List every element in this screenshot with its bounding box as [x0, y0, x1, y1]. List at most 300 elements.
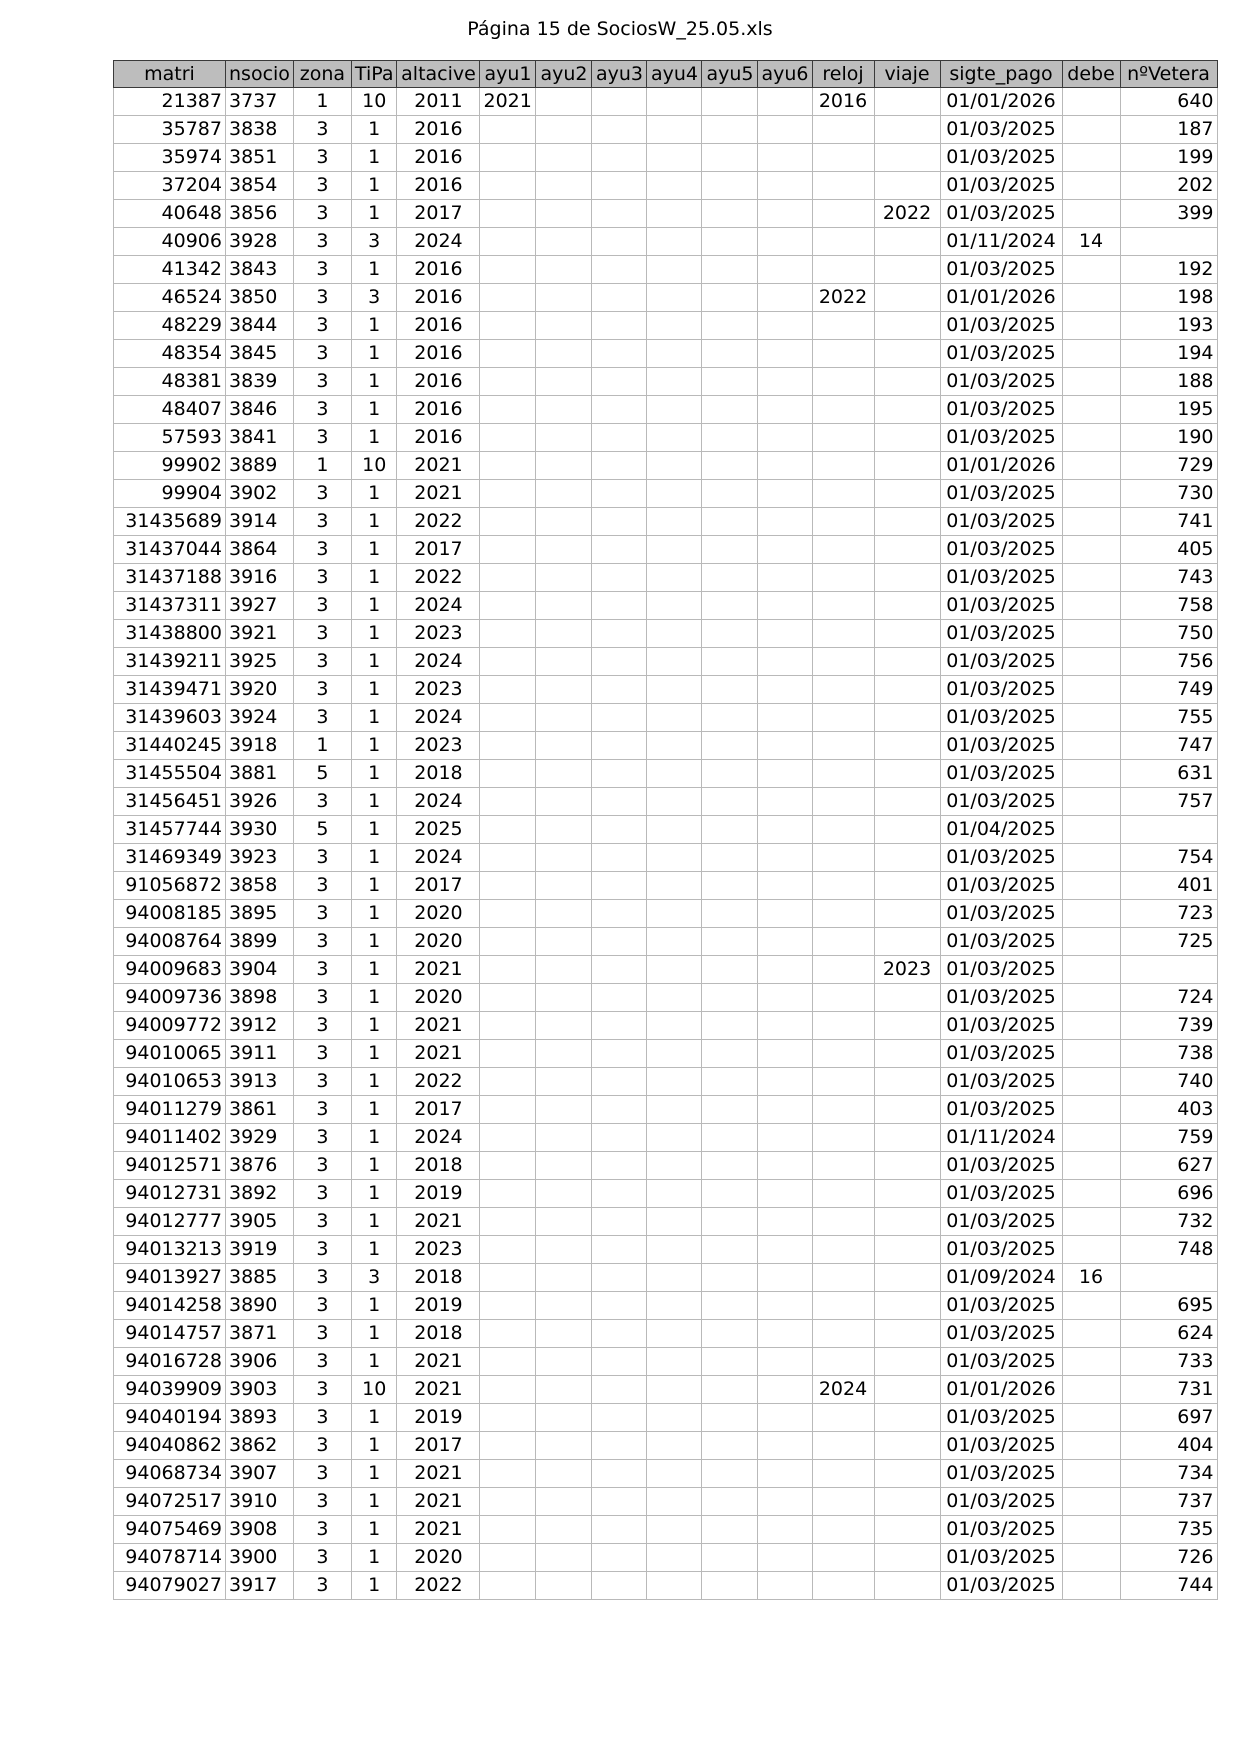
table-cell [592, 1404, 647, 1432]
table-cell [592, 704, 647, 732]
table-cell: 2018 [397, 1152, 480, 1180]
table-cell [758, 1236, 812, 1264]
table-cell: 750 [1120, 620, 1217, 648]
column-header: ayu1 [480, 61, 536, 88]
table-cell [812, 144, 874, 172]
table-cell: 01/01/2026 [940, 1376, 1062, 1404]
table-cell [874, 368, 940, 396]
table-cell [647, 1152, 702, 1180]
table-cell: 3 [293, 536, 351, 564]
table-cell: 2022 [874, 200, 940, 228]
table-cell [702, 284, 758, 312]
table-cell: 3845 [226, 340, 294, 368]
table-cell: 01/03/2025 [940, 172, 1062, 200]
table-cell: 94013213 [114, 1236, 226, 1264]
table-cell [702, 116, 758, 144]
table-cell: 1 [351, 704, 397, 732]
table-cell: 3 [293, 256, 351, 284]
table-cell [480, 732, 536, 760]
table-cell [758, 508, 812, 536]
table-cell: 3 [293, 1460, 351, 1488]
table-cell: 202 [1120, 172, 1217, 200]
table-cell [480, 396, 536, 424]
table-cell [812, 1264, 874, 1292]
column-header: ayu4 [647, 61, 702, 88]
table-cell [812, 788, 874, 816]
table-cell: 3 [293, 1432, 351, 1460]
table-cell: 1 [351, 1012, 397, 1040]
table-cell: 1 [351, 340, 397, 368]
table-cell [647, 788, 702, 816]
table-cell: 2016 [397, 312, 480, 340]
table-cell: 3 [293, 172, 351, 200]
table-cell: 737 [1120, 1488, 1217, 1516]
table-cell [702, 1012, 758, 1040]
table-cell [812, 1516, 874, 1544]
table-cell: 48407 [114, 396, 226, 424]
table-cell [480, 844, 536, 872]
table-cell: 46524 [114, 284, 226, 312]
table-cell [812, 1096, 874, 1124]
table-cell [647, 284, 702, 312]
table-cell: 1 [351, 1096, 397, 1124]
table-cell: 1 [351, 396, 397, 424]
table-cell [874, 1320, 940, 1348]
table-cell [874, 1208, 940, 1236]
table-cell: 1 [351, 1572, 397, 1600]
table-cell [647, 1040, 702, 1068]
table-row [114, 1292, 1218, 1320]
table-cell: 1 [351, 368, 397, 396]
table-cell [647, 88, 702, 116]
table-cell: 1 [351, 144, 397, 172]
table-cell: 3 [293, 396, 351, 424]
table-cell [536, 816, 592, 844]
table-cell [480, 116, 536, 144]
table-cell: 01/03/2025 [940, 1068, 1062, 1096]
table-cell: 48381 [114, 368, 226, 396]
table-cell: 1 [351, 1040, 397, 1068]
table-cell: 188 [1120, 368, 1217, 396]
table-cell [536, 1572, 592, 1600]
table-cell: 01/03/2025 [940, 928, 1062, 956]
table-cell [647, 480, 702, 508]
table-cell: 741 [1120, 508, 1217, 536]
table-cell [592, 676, 647, 704]
table-row [114, 1572, 1218, 1600]
table-cell [592, 1348, 647, 1376]
table-cell [874, 788, 940, 816]
table-row [114, 760, 1218, 788]
table-cell: 2019 [397, 1180, 480, 1208]
table-cell: 3 [293, 508, 351, 536]
table-row [114, 1488, 1218, 1516]
table-cell [536, 1320, 592, 1348]
table-cell [758, 1460, 812, 1488]
table-cell: 1 [351, 1236, 397, 1264]
table-cell [647, 1096, 702, 1124]
table-cell: 3905 [226, 1208, 294, 1236]
table-cell [592, 1572, 647, 1600]
table-cell: 3 [351, 1264, 397, 1292]
table-cell [812, 368, 874, 396]
table-cell: 744 [1120, 1572, 1217, 1600]
table-cell: 697 [1120, 1404, 1217, 1432]
table-cell [480, 788, 536, 816]
table-cell [647, 1348, 702, 1376]
table-cell [480, 1152, 536, 1180]
table-cell [874, 284, 940, 312]
table-cell [647, 984, 702, 1012]
column-header: ayu6 [758, 61, 812, 88]
table-cell: 3838 [226, 116, 294, 144]
table-cell [758, 1292, 812, 1320]
table-cell [1062, 1460, 1120, 1488]
table-cell: 31437311 [114, 592, 226, 620]
table-cell: 10 [351, 1376, 397, 1404]
table-cell: 3 [293, 704, 351, 732]
table-cell [758, 984, 812, 1012]
table-cell [1062, 1572, 1120, 1600]
table-cell: 2019 [397, 1404, 480, 1432]
table-cell: 01/03/2025 [940, 368, 1062, 396]
table-cell: 734 [1120, 1460, 1217, 1488]
table-cell: 01/03/2025 [940, 536, 1062, 564]
table-cell [812, 928, 874, 956]
table-cell [647, 1180, 702, 1208]
table-row [114, 984, 1218, 1012]
table-cell [874, 620, 940, 648]
table-cell: 624 [1120, 1320, 1217, 1348]
table-cell [592, 1124, 647, 1152]
table-row [114, 1152, 1218, 1180]
table-cell [812, 312, 874, 340]
table-cell: 1 [351, 592, 397, 620]
table-cell: 1 [351, 1348, 397, 1376]
table-row [114, 1432, 1218, 1460]
table-cell [480, 284, 536, 312]
table-cell: 1 [351, 480, 397, 508]
table-cell [874, 312, 940, 340]
table-cell: 404 [1120, 1432, 1217, 1460]
table-cell [647, 1404, 702, 1432]
table-row [114, 1264, 1218, 1292]
table-cell [874, 340, 940, 368]
table-cell [758, 1124, 812, 1152]
table-cell: 94040194 [114, 1404, 226, 1432]
table-cell [874, 1096, 940, 1124]
table-cell: 193 [1120, 312, 1217, 340]
table-cell: 3 [293, 788, 351, 816]
table-cell: 01/11/2024 [940, 228, 1062, 256]
table-cell [480, 1432, 536, 1460]
table-cell: 3 [293, 340, 351, 368]
table-cell [758, 1264, 812, 1292]
table-cell [1062, 872, 1120, 900]
table-cell [647, 1012, 702, 1040]
table-cell: 94014757 [114, 1320, 226, 1348]
table-cell: 2021 [397, 1208, 480, 1236]
table-cell [874, 256, 940, 284]
table-cell [758, 956, 812, 984]
table-cell: 2024 [397, 788, 480, 816]
table-cell [758, 620, 812, 648]
table-cell: 3920 [226, 676, 294, 704]
table-cell [536, 116, 592, 144]
table-cell: 94078714 [114, 1544, 226, 1572]
table-cell [592, 928, 647, 956]
table-cell: 94009683 [114, 956, 226, 984]
table-cell: 2020 [397, 984, 480, 1012]
table-cell: 2017 [397, 536, 480, 564]
table-cell: 35787 [114, 116, 226, 144]
table-cell [647, 228, 702, 256]
table-cell: 2021 [397, 1348, 480, 1376]
table-cell: 94079027 [114, 1572, 226, 1600]
table-cell [647, 368, 702, 396]
table-cell [758, 424, 812, 452]
table-cell [702, 1320, 758, 1348]
table-cell: 01/03/2025 [940, 116, 1062, 144]
table-cell [480, 760, 536, 788]
table-cell [536, 928, 592, 956]
table-cell: 3 [293, 1320, 351, 1348]
table-cell: 3846 [226, 396, 294, 424]
table-cell: 2021 [397, 452, 480, 480]
table-cell [1062, 116, 1120, 144]
table-cell: 01/11/2024 [940, 1124, 1062, 1152]
table-cell: 41342 [114, 256, 226, 284]
table-cell: 31455504 [114, 760, 226, 788]
table-cell: 2018 [397, 760, 480, 788]
table-cell: 37204 [114, 172, 226, 200]
table-cell [702, 1348, 758, 1376]
table-cell [536, 1488, 592, 1516]
table-cell [812, 1040, 874, 1068]
table-cell: 01/03/2025 [940, 480, 1062, 508]
table-cell [758, 88, 812, 116]
table-cell: 2020 [397, 928, 480, 956]
table-row [114, 452, 1218, 480]
table-cell: 01/03/2025 [940, 676, 1062, 704]
table-cell [536, 480, 592, 508]
table-cell: 730 [1120, 480, 1217, 508]
table-cell [480, 1544, 536, 1572]
table-cell: 01/03/2025 [940, 760, 1062, 788]
table-cell: 3889 [226, 452, 294, 480]
table-row [114, 1124, 1218, 1152]
table-cell [592, 1208, 647, 1236]
table-cell: 1 [351, 648, 397, 676]
table-cell [647, 1292, 702, 1320]
table-cell [812, 564, 874, 592]
table-cell [758, 1348, 812, 1376]
table-cell [536, 564, 592, 592]
table-cell: 1 [293, 732, 351, 760]
table-cell [758, 1040, 812, 1068]
column-header: sigte_pago [940, 61, 1062, 88]
table-cell [702, 844, 758, 872]
table-cell: 3917 [226, 1572, 294, 1600]
table-cell [758, 1572, 812, 1600]
table-cell: 3 [293, 1376, 351, 1404]
table-cell [1062, 1516, 1120, 1544]
table-cell [758, 340, 812, 368]
table-cell [1062, 760, 1120, 788]
table-cell [592, 312, 647, 340]
table-cell: 3854 [226, 172, 294, 200]
table-cell: 3893 [226, 1404, 294, 1432]
table-cell: 01/03/2025 [940, 396, 1062, 424]
table-cell: 2021 [480, 88, 536, 116]
table-cell [702, 704, 758, 732]
table-cell [480, 900, 536, 928]
table-cell [758, 564, 812, 592]
table-cell [812, 1488, 874, 1516]
table-cell [480, 956, 536, 984]
table-cell: 94010653 [114, 1068, 226, 1096]
table-body [114, 88, 1218, 1600]
table-row [114, 648, 1218, 676]
table-cell [812, 1236, 874, 1264]
table-cell: 2023 [397, 1236, 480, 1264]
table-cell [480, 564, 536, 592]
table-cell: 3 [351, 284, 397, 312]
table-cell [647, 116, 702, 144]
table-cell: 724 [1120, 984, 1217, 1012]
header-row [114, 61, 1218, 88]
table-cell [702, 200, 758, 228]
table-cell: 01/03/2025 [940, 1040, 1062, 1068]
table-cell [480, 816, 536, 844]
table-cell [812, 1152, 874, 1180]
table-cell [874, 536, 940, 564]
table-cell: 3 [293, 928, 351, 956]
table-cell: 733 [1120, 1348, 1217, 1376]
table-cell [592, 1544, 647, 1572]
table-cell [647, 648, 702, 676]
table-cell: 696 [1120, 1180, 1217, 1208]
table-cell [812, 676, 874, 704]
table-cell: 94009736 [114, 984, 226, 1012]
table-row [114, 340, 1218, 368]
table-cell [592, 872, 647, 900]
table-cell [536, 1096, 592, 1124]
table-cell: 190 [1120, 424, 1217, 452]
table-cell [874, 1544, 940, 1572]
table-cell: 1 [351, 1432, 397, 1460]
table-cell: 3902 [226, 480, 294, 508]
table-cell [592, 116, 647, 144]
table-cell [1062, 1488, 1120, 1516]
table-cell: 3 [293, 480, 351, 508]
table-cell [758, 1488, 812, 1516]
table-cell [647, 536, 702, 564]
table-cell: 738 [1120, 1040, 1217, 1068]
page-title: Página 15 de SociosW_25.05.xls [467, 18, 773, 40]
table-cell [536, 508, 592, 536]
table-cell [702, 1096, 758, 1124]
table-cell [480, 536, 536, 564]
table-cell [592, 340, 647, 368]
table-cell [647, 508, 702, 536]
table-cell [647, 312, 702, 340]
table-cell [536, 704, 592, 732]
table-cell [702, 732, 758, 760]
table-cell [812, 536, 874, 564]
table-cell: 16 [1062, 1264, 1120, 1292]
table-cell [536, 1292, 592, 1320]
table-cell: 1 [351, 1152, 397, 1180]
table-row [114, 536, 1218, 564]
table-cell: 3 [293, 1292, 351, 1320]
table-cell [812, 1404, 874, 1432]
table-cell [812, 256, 874, 284]
table-cell: 01/03/2025 [940, 900, 1062, 928]
table-cell [874, 1264, 940, 1292]
table-cell [536, 984, 592, 1012]
table-cell: 2021 [397, 956, 480, 984]
table-cell [592, 956, 647, 984]
table-cell: 3926 [226, 788, 294, 816]
table-cell [536, 1012, 592, 1040]
table-row [114, 284, 1218, 312]
table-cell: 99902 [114, 452, 226, 480]
table-row [114, 172, 1218, 200]
table-cell [592, 144, 647, 172]
table-cell: 2022 [397, 508, 480, 536]
table-cell: 40906 [114, 228, 226, 256]
table-cell: 3876 [226, 1152, 294, 1180]
table-cell [1062, 1040, 1120, 1068]
table-cell [758, 256, 812, 284]
table-cell: 2021 [397, 1376, 480, 1404]
table-cell [812, 872, 874, 900]
table-cell: 2022 [397, 1572, 480, 1600]
table-cell: 94016728 [114, 1348, 226, 1376]
table-cell [874, 508, 940, 536]
table-cell [758, 928, 812, 956]
table-cell [812, 1012, 874, 1040]
table-cell [1062, 340, 1120, 368]
table-cell [592, 1152, 647, 1180]
table-cell [758, 452, 812, 480]
table-cell [874, 816, 940, 844]
table-cell: 3839 [226, 368, 294, 396]
table-cell: 1 [351, 1404, 397, 1432]
table-cell [480, 1180, 536, 1208]
table-cell: 01/09/2024 [940, 1264, 1062, 1292]
table-cell: 3 [293, 144, 351, 172]
table-cell [480, 592, 536, 620]
table-cell: 1 [351, 984, 397, 1012]
table-cell [874, 1376, 940, 1404]
table-cell [480, 144, 536, 172]
table-cell [592, 368, 647, 396]
table-cell [592, 620, 647, 648]
table-cell: 3904 [226, 956, 294, 984]
table-cell: 2021 [397, 480, 480, 508]
table-cell [1062, 592, 1120, 620]
table-cell: 759 [1120, 1124, 1217, 1152]
table-cell [874, 704, 940, 732]
table-cell: 01/03/2025 [940, 1488, 1062, 1516]
table-cell [536, 228, 592, 256]
table-cell: 754 [1120, 844, 1217, 872]
table-cell: 94009772 [114, 1012, 226, 1040]
table-cell: 1 [351, 872, 397, 900]
table-cell: 31435689 [114, 508, 226, 536]
